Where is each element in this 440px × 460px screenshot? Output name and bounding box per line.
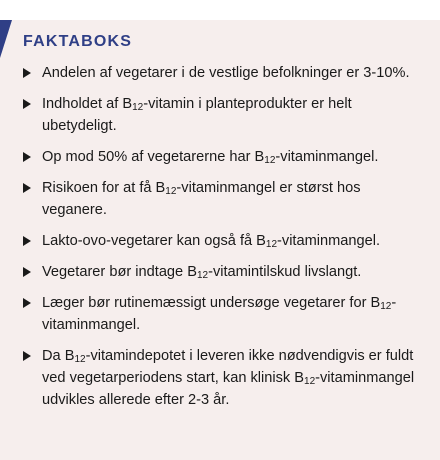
triangle-bullet-icon: [23, 99, 31, 109]
fact-item: [0, 230, 440, 252]
subscript: 12: [304, 376, 316, 387]
fact-item: [0, 93, 440, 137]
fact-text: -vitaminmangel.: [277, 233, 381, 249]
fact-text: Lakto-ovo-vegetarer kan også få B: [42, 233, 266, 249]
subscript: 12: [196, 270, 209, 281]
fact-item: [0, 62, 440, 84]
fact-text: Op mod 50% af vegetarerne har B: [42, 149, 265, 165]
fact-text: Andelen af vegetarer i de vestlige befolkninger er 3-10%.: [42, 65, 410, 81]
fact-text: -vitaminmangel.: [42, 295, 397, 333]
fact-text: -vitamindepotet i leveren ikke nødvendigvis er fuldt ved vegetarperiodens start, kan klinisk B: [42, 348, 414, 386]
subscript: 12: [132, 102, 144, 113]
factbox-accent-corner: [0, 20, 12, 58]
fact-text: -vitaminmangel udvikles allerede efter 2-3 år.: [42, 370, 415, 408]
fact-text: Vegetarer bør indtage B: [42, 264, 197, 280]
fact-text: Da B: [42, 348, 75, 364]
fact-text: Risikoen for at få B: [42, 180, 166, 196]
triangle-bullet-icon: [23, 298, 31, 308]
fact-item: [0, 292, 440, 336]
fact-text: -vitaminmangel er størst hos veganere.: [42, 180, 361, 218]
fact-item: [0, 345, 440, 411]
fact-text: -vitaminmangel.: [275, 149, 379, 165]
fact-item: [0, 146, 440, 168]
fact-item: [0, 261, 440, 283]
subscript: 12: [265, 239, 278, 250]
fact-text: -vitamin i planteprodukter er helt ubetydeligt.: [42, 96, 352, 134]
subscript: 12: [74, 354, 86, 365]
fact-text: -vitamintilskud livslangt.: [208, 264, 362, 280]
triangle-bullet-icon: [23, 183, 31, 193]
subscript: 12: [165, 186, 177, 197]
fact-item: [0, 177, 440, 221]
subscript: 12: [380, 301, 392, 312]
fact-text: Indholdet af B: [42, 96, 133, 112]
triangle-bullet-icon: [23, 236, 31, 246]
triangle-bullet-icon: [23, 68, 31, 78]
triangle-bullet-icon: [23, 267, 31, 277]
triangle-bullet-icon: [23, 152, 31, 162]
fact-list: [0, 62, 440, 420]
subscript: 12: [264, 155, 276, 166]
fact-text: Læger bør rutinemæssigt undersøge vegetarer for B: [42, 295, 381, 311]
factbox-title: FAKTABOKS: [23, 33, 133, 50]
triangle-bullet-icon: [23, 351, 31, 361]
